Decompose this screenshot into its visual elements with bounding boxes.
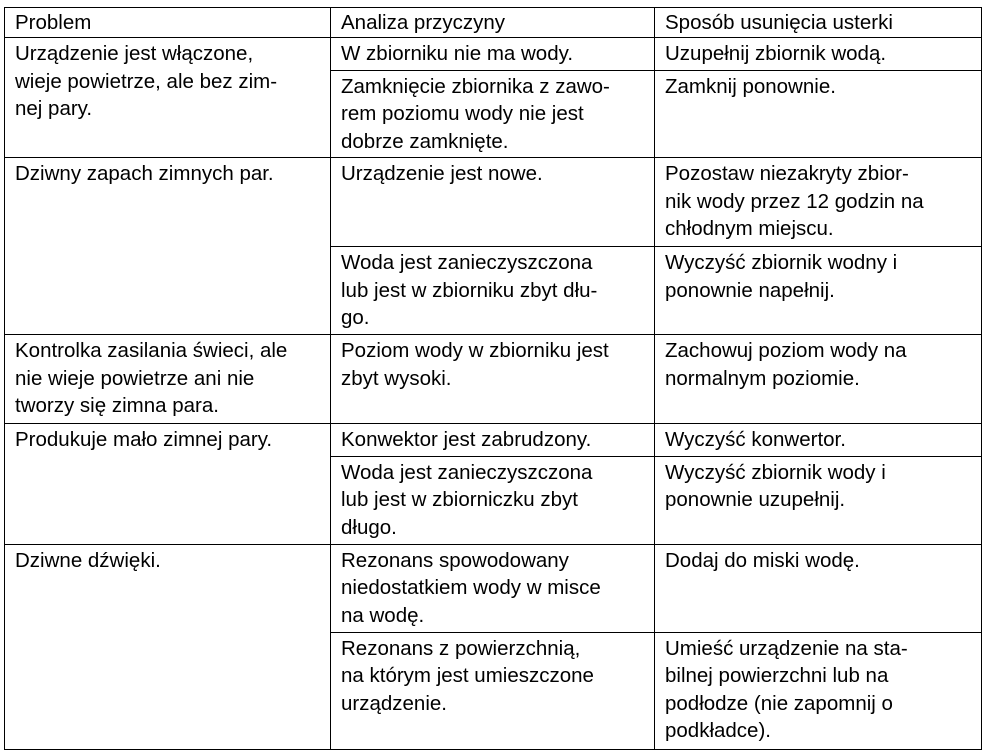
remedy-cell: Zamknij ponownie. <box>655 70 982 158</box>
table-row <box>5 158 982 247</box>
header-row <box>5 8 982 38</box>
table-row <box>5 38 982 71</box>
cause-cell: Rezonans z powierzchnią, na którym jest umieszczone urządzenie. <box>331 632 655 749</box>
cause-cell: W zbiorniku nie ma wody. <box>331 38 655 71</box>
table-row <box>5 424 982 457</box>
header-remedy: Sposób usunięcia usterki <box>655 8 982 38</box>
remedy-cell: Wyczyść konwertor. <box>655 424 982 457</box>
troubleshooting-table <box>4 7 982 750</box>
problem-cell: Dziwny zapach zimnych par. <box>5 158 331 335</box>
problem-cell: Produkuje mało zimnej pary. <box>5 424 331 545</box>
cause-cell: Rezonans spowodowany niedostatkiem wody w misce na wodę. <box>331 544 655 632</box>
header-problem: Problem <box>5 8 331 38</box>
remedy-cell: Uzupełnij zbiornik wodą. <box>655 38 982 71</box>
remedy-cell: Dodaj do miski wodę. <box>655 544 982 632</box>
cause-cell: Urządzenie jest nowe. <box>331 158 655 247</box>
table-row <box>5 335 982 424</box>
remedy-cell: Zachowuj poziom wody na normalnym poziomie. <box>655 335 982 424</box>
cause-cell: Poziom wody w zbiorniku jest zbyt wysoki. <box>331 335 655 424</box>
problem-cell: Urządzenie jest włączone, wieje powietrze, ale bez zim- nej pary. <box>5 38 331 158</box>
cause-cell: Woda jest zanieczyszczona lub jest w zbiorniku zbyt dłu- go. <box>331 247 655 335</box>
cause-cell: Zamknięcie zbiornika z zawo- rem poziomu wody nie jest dobrze zamknięte. <box>331 70 655 158</box>
cause-cell: Konwektor jest zabrudzony. <box>331 424 655 457</box>
remedy-cell: Wyczyść zbiornik wody i ponownie uzupełnij. <box>655 456 982 544</box>
table-row <box>5 544 982 632</box>
problem-cell: Kontrolka zasilania świeci, ale nie wieje powietrze ani nie tworzy się zimna para. <box>5 335 331 424</box>
problem-cell: Dziwne dźwięki. <box>5 544 331 749</box>
header-cause-analysis: Analiza przyczyny <box>331 8 655 38</box>
remedy-cell: Pozostaw niezakryty zbior- nik wody przez 12 godzin na chłodnym miejscu. <box>655 158 982 247</box>
remedy-cell: Umieść urządzenie na sta- bilnej powierzchni lub na podłodze (nie zapomnij o podkładce). <box>655 632 982 749</box>
remedy-cell: Wyczyść zbiornik wodny i ponownie napełnij. <box>655 247 982 335</box>
cause-cell: Woda jest zanieczyszczona lub jest w zbiorniczku zbyt długo. <box>331 456 655 544</box>
